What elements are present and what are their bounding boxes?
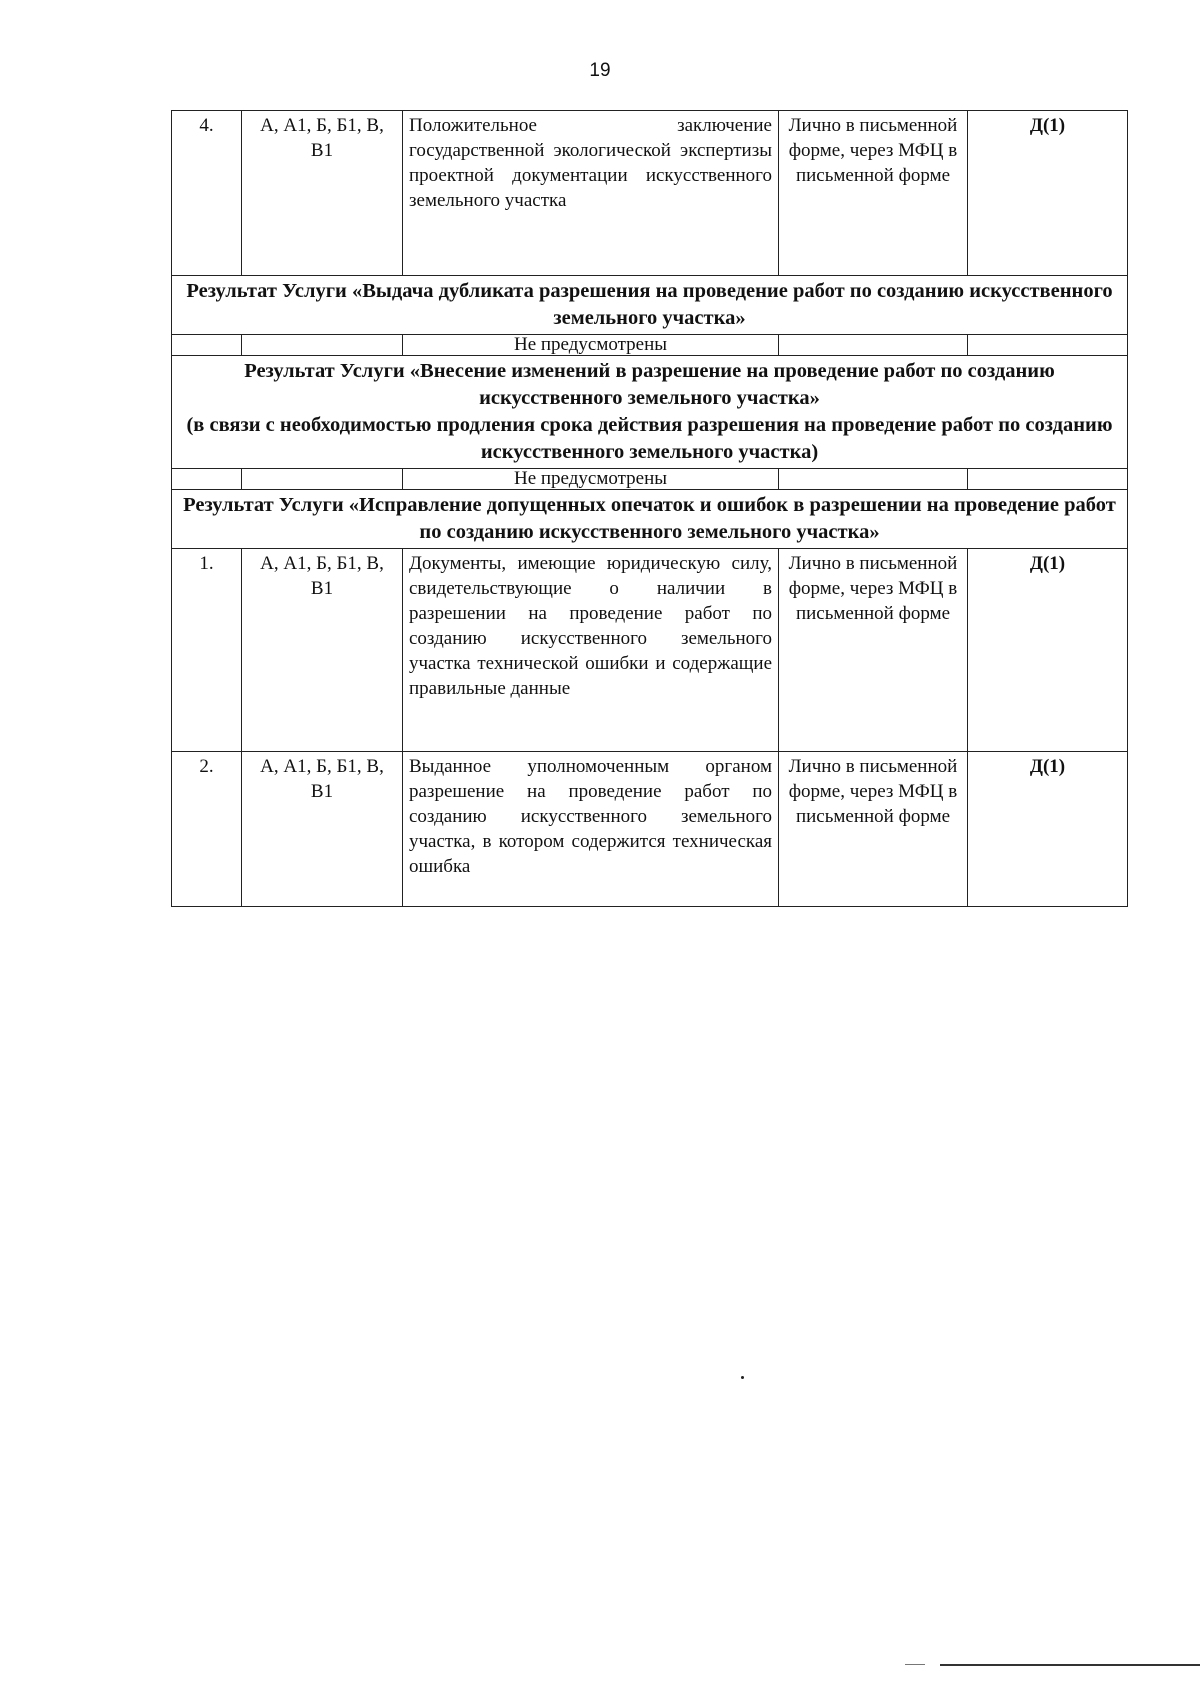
applicant-categories: А, А1, Б, Б1, В, В1 xyxy=(242,111,403,276)
footer-rule xyxy=(940,1664,1200,1666)
submission-form: Лично в письменной форме, через МФЦ в письменной форме xyxy=(779,549,968,752)
empty-cell xyxy=(242,469,403,490)
document-description: Документы, имеющие юридическую силу, свидетельствующие о наличии в разрешении на проведение работ по созданию искусственного земельного участка технической ошибки и содержащие правильные данные xyxy=(403,549,779,752)
section-title-corrections: Результат Услуги «Исправление допущенных опечаток и ошибок в разрешении на проведение работ по созданию искусственного земельного участка» xyxy=(172,490,1128,549)
row-number: 4. xyxy=(172,111,242,276)
document-description: Положительное заключение государственной экологической экспертизы проектной документации искусственного земельного участка xyxy=(403,111,779,276)
document-code: Д(1) xyxy=(968,752,1128,907)
empty-cell xyxy=(968,335,1128,356)
page-number: 19 xyxy=(589,60,611,81)
table-row xyxy=(172,335,1128,356)
applicant-categories: А, А1, Б, Б1, В, В1 xyxy=(242,549,403,752)
document-code: Д(1) xyxy=(968,111,1128,276)
section-title-duplicate: Результат Услуги «Выдача дубликата разрешения на проведение работ по созданию искусственного земельного участка» xyxy=(172,276,1128,335)
table-row xyxy=(172,549,1128,752)
submission-form: Лично в письменной форме, через МФЦ в письменной форме xyxy=(779,111,968,276)
empty-cell xyxy=(172,469,242,490)
not-provided-text: Не предусмотрены xyxy=(403,335,779,356)
table-row xyxy=(172,752,1128,907)
empty-cell xyxy=(172,335,242,356)
scan-speck xyxy=(741,1376,744,1379)
section-title-changes-main: Результат Услуги «Внесение изменений в разрешение на проведение работ по созданию искусственного земельного участка» xyxy=(244,360,1055,409)
empty-cell xyxy=(779,469,968,490)
empty-cell xyxy=(242,335,403,356)
empty-cell xyxy=(968,469,1128,490)
section-header xyxy=(172,276,1128,335)
row-number: 1. xyxy=(172,549,242,752)
table-row xyxy=(172,469,1128,490)
document-description: Выданное уполномоченным органом разрешение на проведение работ по созданию искусственного земельного участка, в котором содержится техническая ошибка xyxy=(403,752,779,907)
section-title-changes xyxy=(172,356,1128,469)
section-title-changes-sub: (в связи с необходимостью продления срока действия разрешения на проведение работ по созданию искусственного земельного участка) xyxy=(186,414,1113,463)
submission-form: Лично в письменной форме, через МФЦ в письменной форме xyxy=(779,752,968,907)
requirements-table xyxy=(171,110,1128,907)
section-header xyxy=(172,490,1128,549)
not-provided-text: Не предусмотрены xyxy=(403,469,779,490)
document-code: Д(1) xyxy=(968,549,1128,752)
table-row xyxy=(172,111,1128,276)
footer-rule-segment xyxy=(905,1664,925,1665)
empty-cell xyxy=(779,335,968,356)
section-header xyxy=(172,356,1128,469)
row-number: 2. xyxy=(172,752,242,907)
applicant-categories: А, А1, Б, Б1, В, В1 xyxy=(242,752,403,907)
